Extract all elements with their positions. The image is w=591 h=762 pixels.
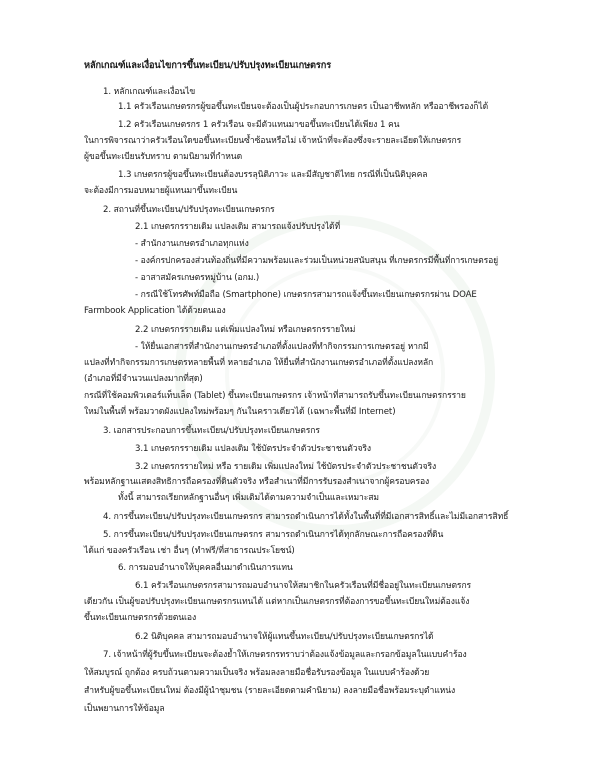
text-line: ได้แก่ ของครัวเรือน เช่า อื่นๆ (ทำฟรี/ที่สาธารณประโยชน์) [84,546,295,556]
text-line: ทั้งนี้ สามารถเรียกหลักฐานอื่นๆ เพิ่มเติมได้ตามความจำเป็นและเหมาะสม [118,493,379,503]
text-line: ใหม่ในพื้นที่ พร้อมวาดผังแปลงใหม่พร้อมๆ กันในคราวเดียวได้ (เฉพาะพื้นที่มี Internet) [84,407,396,417]
text-line: 7. เจ้าหน้าที่ผู้รับขึ้นทะเบียนจะต้องย้ำให้เกษตรกรทราบว่าต้องแจ้งข้อมูลและกรอกข้อมูลในแบบคำร้อง [103,650,467,660]
text-line: 1.1 ครัวเรือนเกษตรกรผู้ขอขึ้นทะเบียนจะต้องเป็นผู้ประกอบการเกษตร เป็นอาชีพหลัก หรืออาชีพรองก็ได้ [118,102,489,112]
text-line: 3.1 เกษตรกรรายเดิม แปลงเดิม ใช้บัตรประจำตัวประชาชนตัวจริง [135,444,372,454]
text-line: - อาสาสมัครเกษตรหมู่บ้าน (อกม.) [135,273,260,283]
document-title: หลักเกณฑ์และเงื่อนไขการขึ้นทะเบียน/ปรับปรุงทะเบียนเกษตรกร [84,60,332,71]
text-line: จะต้องมีการมอบหมายผู้แทนมาขึ้นทะเบียน [84,186,238,196]
text-line: 2.1 เกษตรกรรายเดิม แปลงเดิม สามารถแจ้งปรับปรุงได้ที่ [135,222,341,232]
text-line: ให้สมบูรณ์ ถูกต้อง ครบถ้วนตามความเป็นจริง พร้อมลงลายมือชื่อรับรองข้อมูล ในแบบคำร้องด้วย [84,668,430,678]
text-line: เป็นพยานการให้ข้อมูล [84,704,165,714]
text-line: ในการพิจารณาว่าครัวเรือนใดขอขึ้นทะเบียนซ้ำซ้อนหรือไม่ เจ้าหน้าที่จะต้องซึ่งจะรายละเอียดให้เกษตรกร [84,136,462,146]
text-line: สำหรับผู้ขอขึ้นทะเบียนใหม่ ต้องมีผู้นำชุมชน (รายละเอียดตามคำนิยาม) ลงลายมือชื่อพร้อมระบุตำแหน่ง [84,686,456,696]
text-line: เดียวกัน เป็นผู้ขอปรับปรุงทะเบียนเกษตรกรแทนได้ แต่หากเป็นเกษตรกรที่ต้องการขอขึ้นทะเบียนใหม่ต้องแจ้ง [84,597,470,607]
text-line: 1.2 ครัวเรือนเกษตรกร 1 ครัวเรือน จะมีตัวแทนมาขอขึ้นทะเบียนได้เพียง 1 คน [118,120,400,130]
text-line: 3. เอกสารประกอบการขึ้นทะเบียน/ปรับปรุงทะเบียนเกษตรกร [103,426,320,436]
text-line: ผู้ขอขึ้นทะเบียนรับทราบ ตามนิยามที่กำหนด [84,152,243,162]
text-line: 4. การขึ้นทะเบียน/ปรับปรุงทะเบียนเกษตรกร สามารถดำเนินการได้ทั้งในพื้นที่ที่มีเอกสารสิทธิ์และไม่มีเอกสารสิทธิ์ [103,512,509,522]
text-line: 3.2 เกษตรกรรายใหม่ หรือ รายเดิม เพิ่มแปลงใหม่ ใช้บัตรประจำตัวประชาชนตัวจริง [135,462,437,472]
text-line: - สำนักงานเกษตรอำเภอทุกแห่ง [135,239,249,249]
text-line: 2. สถานที่ขึ้นทะเบียน/ปรับปรุงทะเบียนเกษตรกร [103,205,275,215]
text-line: 6.1 ครัวเรือนเกษตรกรสามารถมอบอำนาจให้สมาชิกในครัวเรือนที่มีชื่ออยู่ในทะเบียนเกษตรกร [135,581,472,591]
text-line: 1.3 เกษตรกรผู้ขอขึ้นทะเบียนต้องบรรลุนิติภาวะ และมีสัญชาติไทย กรณีที่เป็นนิติบุคคล [118,170,428,180]
text-line: 2.2 เกษตรกรรายเดิม แต่เพิ่มแปลงใหม่ หรือเกษตรกรรายใหม่ [135,325,356,335]
text-line: ขึ้นทะเบียนเกษตรกรด้วยตนเอง [84,613,197,623]
text-line: - ให้ยื่นเอกสารที่สำนักงานเกษตรอำเภอที่ตั้งแปลงที่ทำกิจกรรมการเกษตรอยู่ หากมี [135,342,429,352]
text-line: กรณีที่ใช้คอมพิวเตอร์แท็บเล็ต (Tablet) ขึ้นทะเบียนเกษตรกร เจ้าหน้าที่สามารถรับขึ้นทะเบียนเกษตรกรราย [84,391,466,401]
text-line: พร้อมหลักฐานแสดงสิทธิการถือครองที่ดินตัวจริง หรือสำเนาที่มีการรับรองสำเนาจากผู้ครอบครอง [84,477,430,487]
text-line: 5. การขึ้นทะเบียน/ปรับปรุงทะเบียนเกษตรกร สามารถดำเนินการได้ทุกลักษณะการถือครองที่ดิน [103,530,444,540]
text-line: (อำเภอที่มีจำนวนแปลงมากที่สุด) [84,374,203,384]
text-line: 6. การมอบอำนาจให้บุคคลอื่นมาดำเนินการแทน [118,563,293,573]
text-line: 6.2 นิติบุคคล สามารถมอบอำนาจให้ผู้แทนขึ้นทะเบียน/ปรับปรุงทะเบียนเกษตรกรได้ [135,632,434,642]
text-line: 1. หลักเกณฑ์และเงื่อนไข [103,87,196,97]
text-line: แปลงที่ทำกิจกรรมการเกษตรหลายพื้นที่ หลายอำเภอ ให้ยื่นที่สำนักงานเกษตรอำเภอที่ตั้งแปลงหลัก [84,358,434,368]
text-line: - กรณีใช้โทรศัพท์มือถือ (Smartphone) เกษตรกรสามารถแจ้งขึ้นทะเบียนเกษตรกรผ่าน DOAE [135,290,477,300]
text-line: - องค์กรปกครองส่วนท้องถิ่นที่มีความพร้อมและร่วมเป็นหน่วยสนับสนุน ที่เกษตรกรมีพื้นที่การเกษตรอยู่ [135,256,499,266]
text-line: Farmbook Application ได้ด้วยตนเอง [84,306,226,316]
